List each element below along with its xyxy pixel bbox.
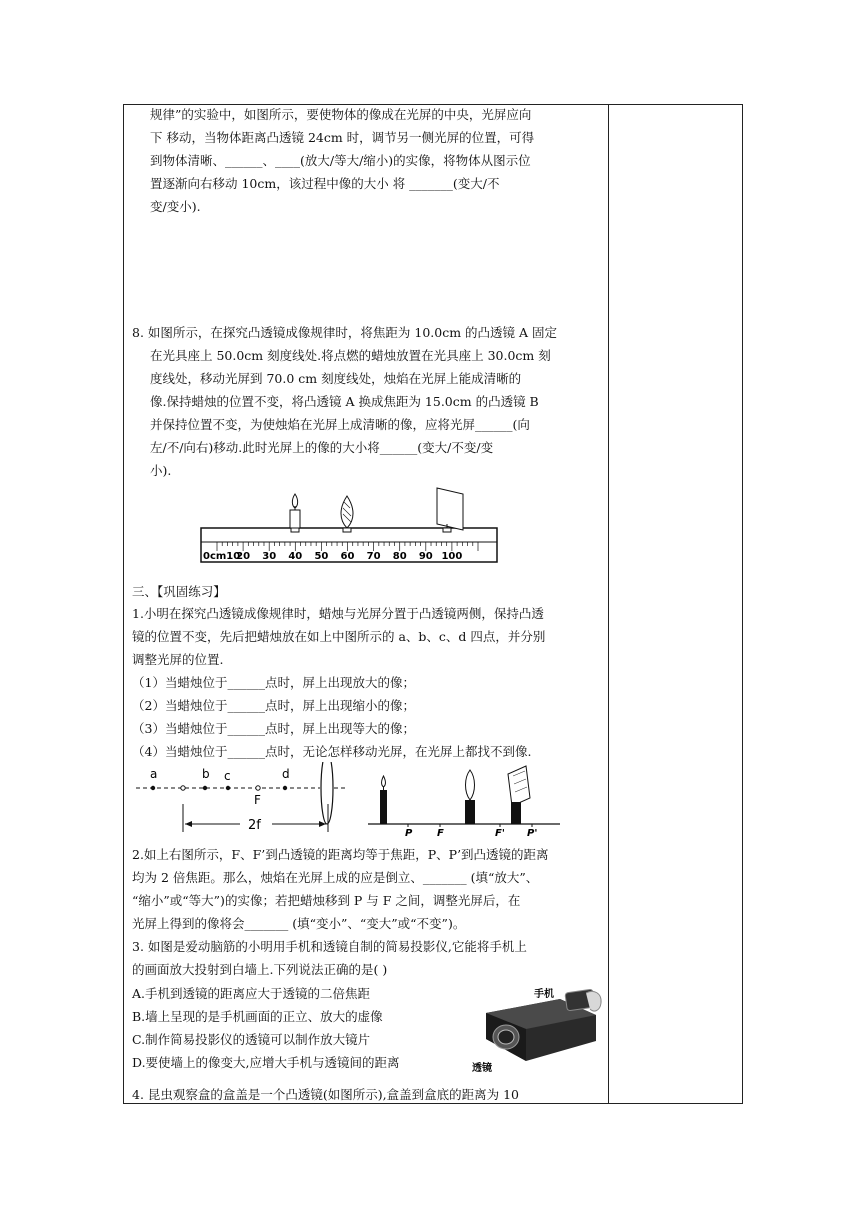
label-F: F — [437, 828, 444, 837]
q8-line-3: 度线处，移动光屏到 70.0 cm 刻度线处，烛焰在光屏上能成清晰的 — [150, 371, 522, 386]
label-phone: 手机 — [534, 989, 554, 1000]
s3-q1-sub-4: （4）当蜡烛位于______点时，无论怎样移动光屏，在光屏上都找不到像. — [132, 744, 532, 759]
s3-q3-option-a: A.手机到透镜的距离应大于透镜的二倍焦距 — [132, 986, 371, 1001]
scale-label: 100 — [441, 551, 463, 562]
s3-q2-line-4: 光屏上得到的像将会_______ (填“变小”、“变大”或“不变”)。 — [132, 916, 466, 931]
candle-lens-screen-figure — [368, 762, 563, 837]
scale-label: 60 — [340, 551, 355, 562]
q8-line-4: 像.保持蜡烛的位置不变，将凸透镜 A 换成焦距为 15.0cm 的凸透镜 B — [150, 394, 539, 409]
s3-q4-line-1: 4. 昆虫观察盒的盒盖是一个凸透镜(如图所示),盒盖到盒底的距离为 10 — [132, 1087, 520, 1102]
s3-q1-sub-3: （3）当蜡烛位于______点时，屏上出现等大的像； — [132, 721, 415, 736]
s3-q1-sub-1: （1）当蜡烛位于______点时，屏上出现放大的像； — [132, 675, 415, 690]
q7-line-4: 置逐渐向右移动 10cm，该过程中像的大小 将 _______(变大/不 — [150, 176, 500, 191]
q7-line-2: 下 移动，当物体距离凸透镜 24cm 时，调节另一侧光屏的位置，可得 — [150, 130, 535, 145]
s3-q1-line-2: 镜的位置不变，先后把蜡烛放在如上中图所示的 a、b、c、d 四点，并分别 — [132, 629, 546, 644]
q7-line-5: 变/变小). — [150, 199, 201, 214]
s3-q1-line-3: 调整光屏的位置. — [132, 652, 224, 667]
s3-q2-line-3: “缩小”或“等大”)的实像；若把蜡烛移到 P 与 F 之间，调整光屏后，在 — [132, 893, 521, 908]
label-lens: 透镜 — [472, 1063, 492, 1074]
label-P-prime: P' — [527, 828, 538, 837]
scale-label: 50 — [314, 551, 329, 562]
label-b: b — [202, 767, 210, 781]
s3-q3-line-2: 的画面放大投射到白墙上.下列说法正确的是( ) — [132, 962, 388, 977]
projector-figure — [468, 985, 606, 1075]
label-F-prime: F' — [495, 828, 505, 837]
s3-q3-option-c: C.制作简易投影仪的透镜可以制作放大镜片 — [132, 1032, 371, 1047]
s3-q1-sub-2: （2）当蜡烛位于______点时，屏上出现缩小的像； — [132, 698, 415, 713]
scale-label: 80 — [392, 551, 407, 562]
label-d: d — [282, 767, 290, 781]
lens-icon — [341, 496, 353, 532]
label-2f: 2f — [248, 818, 261, 833]
candle-icon — [290, 494, 300, 532]
s3-q2-line-2: 均为 2 倍焦距。那么，烛焰在光屏上成的应是倒立、_______ (填“放大”、 — [132, 870, 539, 885]
scale-label: 90 — [418, 551, 433, 562]
s3-q3-option-b: B.墙上呈现的是手机画面的正立、放大的虚像 — [132, 1009, 383, 1024]
q8-line-6: 左/不/向右)移动.此时光屏上的像的大小将______(变大/不变/变 — [150, 440, 494, 455]
column-divider — [608, 104, 609, 1104]
s3-q1-line-1: 1.小明在探究凸透镜成像规律时，蜡烛与光屏分置于凸透镜两侧，保持凸透 — [132, 606, 544, 621]
scale-label: 40 — [288, 551, 303, 562]
q8-line-2: 在光具座上 50.0cm 刻度线处.将点燃的蜡烛放置在光具座上 30.0cm 刻 — [150, 348, 551, 363]
label-F: F — [254, 793, 261, 807]
q8-line-1: 8. 如图所示，在探究凸透镜成像规律时，将焦距为 10.0cm 的凸透镜 A 固定 — [132, 325, 558, 340]
label-P: P — [405, 828, 413, 837]
q8-line-7: 小). — [150, 463, 172, 478]
q8-line-5: 并保持位置不变，为使烛焰在光屏上成清晰的像，应将光屏______(向 — [150, 417, 530, 432]
label-c: c — [224, 769, 231, 783]
scale-label: 20 — [236, 551, 251, 562]
optical-bench-figure — [195, 484, 505, 564]
s3-q2-line-1: 2.如上右图所示，F、F’到凸透镜的距离均等于焦距，P、P’到凸透镜的距离 — [132, 847, 549, 862]
scale-label: 30 — [262, 551, 277, 562]
section3-heading: 三、【巩固练习】 — [132, 584, 226, 599]
points-axis-figure — [132, 762, 347, 837]
q7-line-3: 到物体清晰、______、____(放大/等大/缩小)的实像，将物体从图示位 — [150, 153, 531, 168]
scale-label: 70 — [366, 551, 381, 562]
scale-label: 0cm10 — [203, 551, 241, 562]
s3-q3-line-1: 3. 如图是爱动脑筋的小明用手机和透镜自制的简易投影仪,它能将手机上 — [132, 939, 527, 954]
screen-icon — [437, 488, 463, 532]
label-a: a — [150, 767, 158, 781]
q7-line-1: 规律”的实验中，如图所示，要使物体的像成在光屏的中央，光屏应向 — [150, 107, 532, 122]
s3-q3-option-d: D.要使墙上的像变大,应增大手机与透镜间的距离 — [132, 1055, 400, 1070]
